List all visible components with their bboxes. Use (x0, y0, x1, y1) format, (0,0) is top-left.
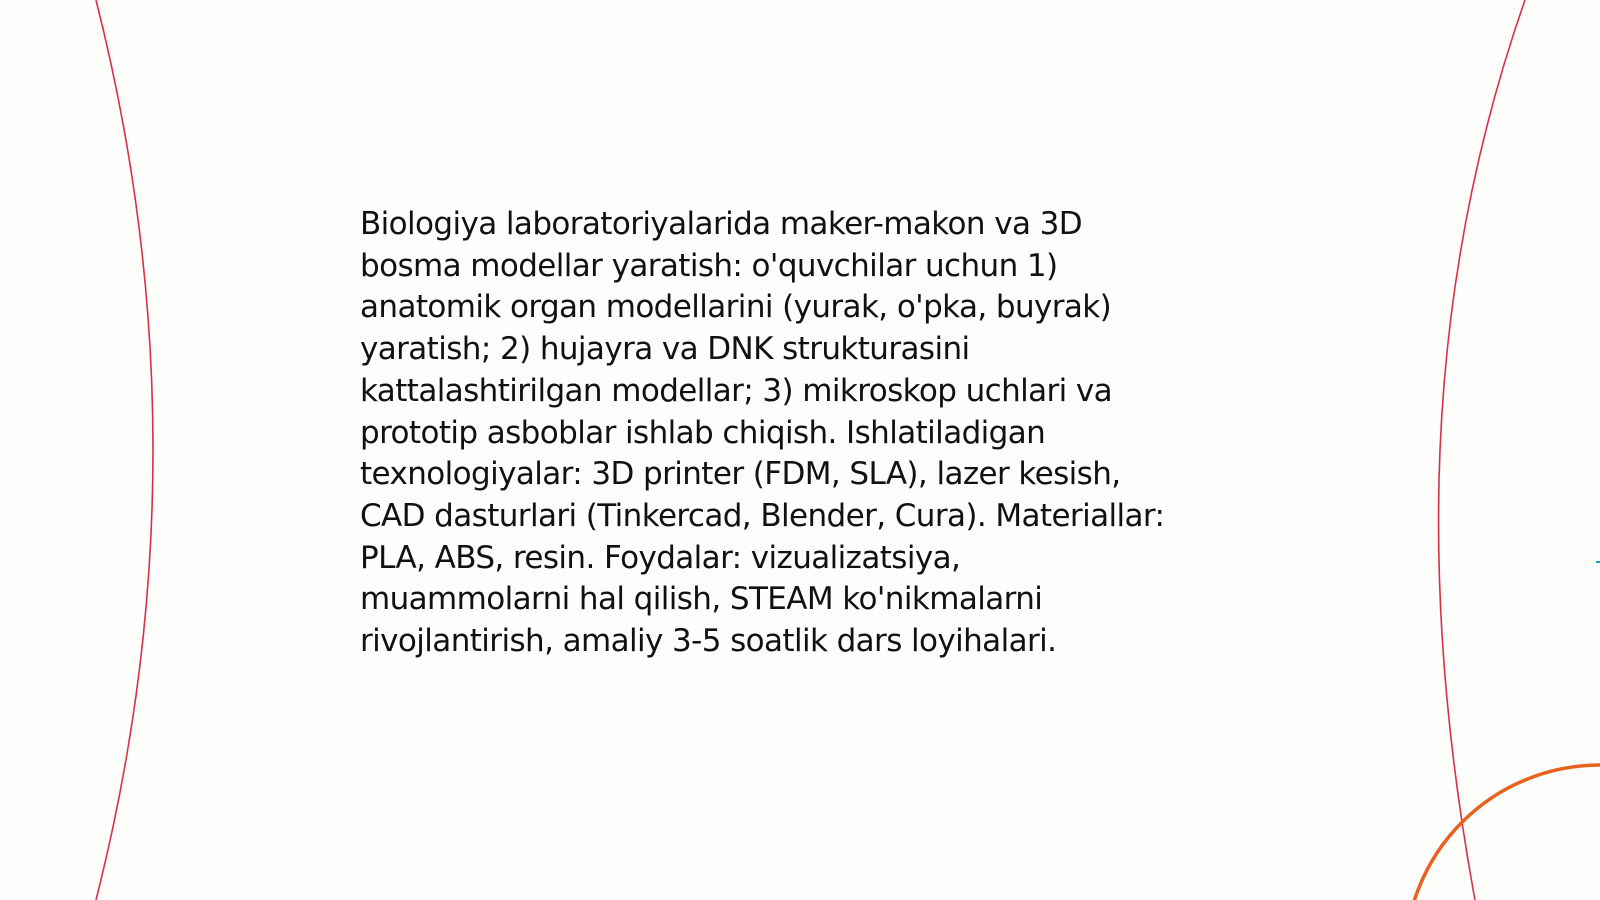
text-line: CAD dasturlari (Tinkercad, Blender, Cura). Materiallar: (360, 497, 1165, 534)
text-line: yaratish; 2) hujayra va DNK strukturasini (360, 331, 970, 368)
text-line: muammolarni hal qilish, STEAM ko'nikmalarni (360, 581, 1043, 618)
right-curve-decoration (1439, 0, 1525, 900)
left-curve-decoration (96, 0, 153, 900)
text-line: bosma modellar yaratish: o'quvchilar uchun 1) (360, 247, 1058, 284)
text-line: texnologiyalar: 3D printer (FDM, SLA), lazer kesish, (360, 456, 1121, 493)
text-line: PLA, ABS, resin. Foydalar: vizualizatsiya, (360, 539, 961, 576)
text-line: kattalashtirilgan modellar; 3) mikroskop uchlari va (360, 372, 1113, 409)
text-line: rivojlantirish, amaliy 3-5 soatlik dars loyihalari. (360, 623, 1057, 660)
text-line: anatomik organ modellarini (yurak, o'pka, buyrak) (360, 289, 1112, 326)
text-line: prototip asboblar ishlab chiqish. Ishlatiladigan (360, 414, 1046, 451)
slide-body-text (360, 204, 1240, 663)
orange-arc-decoration (1405, 765, 1600, 900)
text-line: Biologiya laboratoriyalarida maker-makon va 3D (360, 206, 1082, 242)
